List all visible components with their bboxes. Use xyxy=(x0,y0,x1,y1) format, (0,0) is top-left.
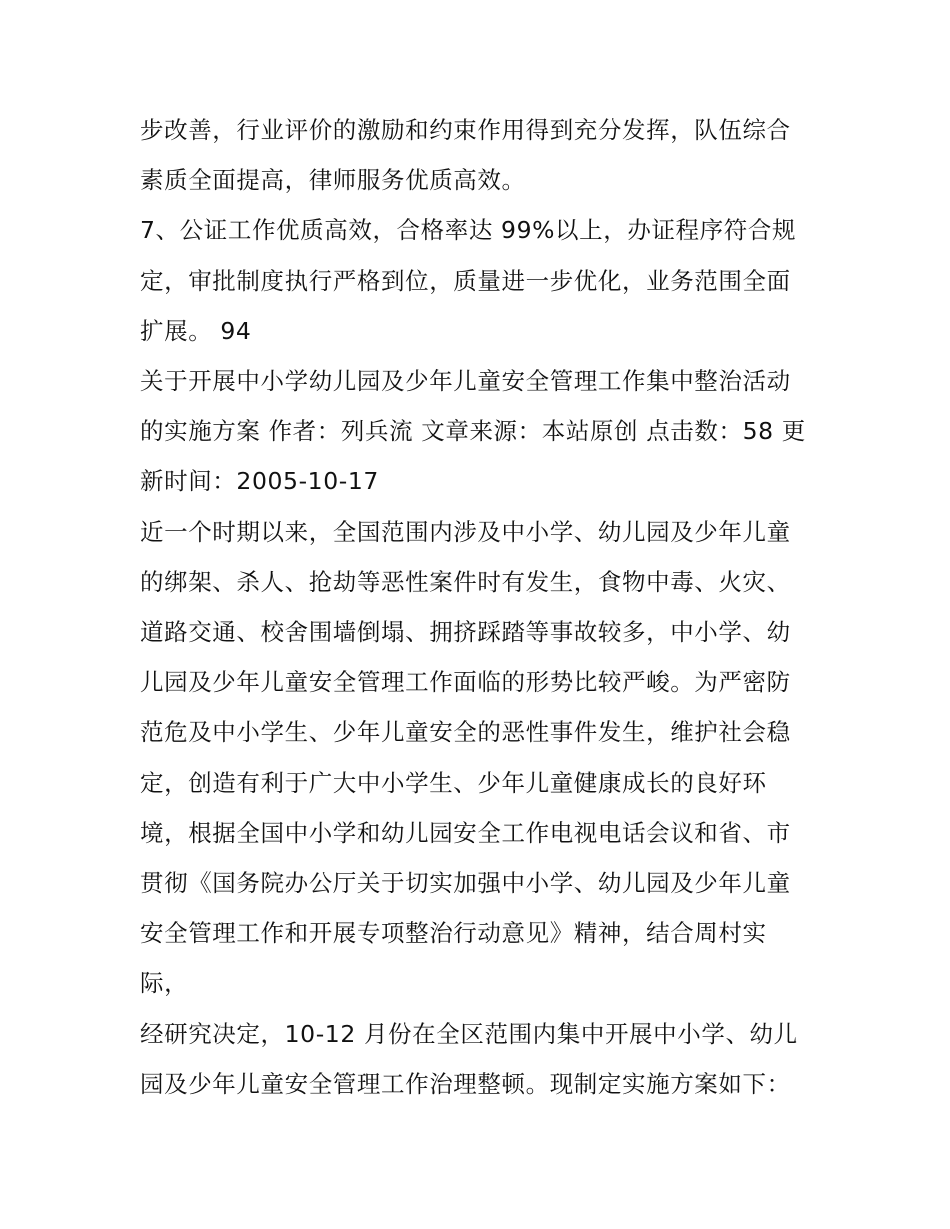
text-line: 扩展。 94 xyxy=(140,316,252,345)
text-line: 儿园及少年儿童安全管理工作面临的形势比较严峻。为严密防 xyxy=(140,668,791,697)
text-line: 园及少年儿童安全管理工作治理整顿。现制定实施方案如下： xyxy=(140,1069,791,1098)
text-line: 的实施方案 作者：列兵流 文章来源：本站原创 点击数：58 更 xyxy=(140,417,806,446)
text-line: 境，根据全国中小学和幼儿园安全工作电视电话会议和省、市 xyxy=(140,818,791,847)
text-line: 贯彻《国务院办公厅关于切实加强中小学、幼儿园及少年儿童 xyxy=(140,869,791,898)
text-line: 素质全面提高，律师服务优质高效。 xyxy=(140,166,526,195)
document-body xyxy=(140,105,820,1109)
text-line: 定，创造有利于广大中小学生、少年儿童健康成长的良好环 xyxy=(140,768,767,797)
text-line: 步改善，行业评价的激励和约束作用得到充分发挥，队伍综合 xyxy=(140,116,791,144)
text-line: 近一个时期以来，全国范围内涉及中小学、幼儿园及少年儿童 xyxy=(140,517,791,546)
text-line: 关于开展中小学幼儿园及少年儿童安全管理工作集中整治活动 xyxy=(140,367,791,396)
text-line: 范危及中小学生、少年儿童安全的恶性事件发生，维护社会稳 xyxy=(140,718,791,747)
text-line: 新时间：2005-10-17 xyxy=(140,467,379,496)
text-line: 经研究决定，10-12 月份在全区范围内集中开展中小学、幼儿 xyxy=(140,1019,798,1048)
text-line: 7、公证工作优质高效，合格率达 99%以上，办证程序符合规 xyxy=(140,216,797,245)
text-line: 的绑架、杀人、抢劫等恶性案件时有发生，食物中毒、火灾、 xyxy=(140,567,791,596)
text-line: 定，审批制度执行严格到位，质量进一步优化，业务范围全面 xyxy=(140,266,791,295)
text-line: 际， xyxy=(140,969,189,998)
text-line: 安全管理工作和开展专项整治行动意见》精神，结合周村实 xyxy=(140,919,767,948)
text-line: 道路交通、校舍围墙倒塌、拥挤踩踏等事故较多，中小学、幼 xyxy=(140,618,791,647)
